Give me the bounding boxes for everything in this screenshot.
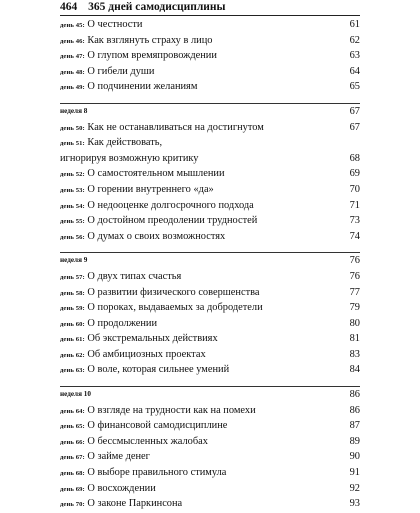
- toc-entry: [60, 285, 360, 301]
- toc-day-label: день 61:: [60, 336, 85, 344]
- toc-entry-title: Как взглянуть страху в лицо: [87, 34, 213, 46]
- header-rule: [60, 15, 360, 16]
- toc-page-number: 84: [349, 364, 360, 376]
- book-title: 365 дней самодисциплины: [88, 1, 226, 13]
- toc-entry: [60, 151, 360, 167]
- toc-page-number: 77: [349, 286, 360, 298]
- toc-entry-title: О гибели души: [87, 65, 155, 77]
- toc-page-number: 93: [349, 498, 360, 510]
- toc-entry-title: О подчинении желаниям: [87, 81, 198, 93]
- toc-day-label: день 64:: [60, 407, 85, 415]
- toc-page-number: 79: [349, 302, 360, 314]
- toc-entry-title: О воле, которая сильнее умений: [87, 364, 230, 376]
- toc-entry-title: О взгляде на трудности как на помехи: [87, 404, 256, 416]
- toc-entry: [60, 213, 360, 229]
- toc-page-number: 63: [349, 50, 360, 62]
- toc-entry: [60, 481, 360, 497]
- toc-entry: [60, 135, 360, 151]
- toc-page-number: 64: [349, 65, 360, 77]
- toc-entry-title: О развитии физического совершенства: [87, 286, 260, 298]
- toc-page-number: 92: [349, 482, 360, 494]
- toc-day-label: день 48:: [60, 68, 85, 76]
- toc-page-number: 67: [349, 121, 360, 133]
- toc-day-label: день 47:: [60, 53, 85, 61]
- toc-day-label: день 68:: [60, 470, 85, 478]
- toc-entry-title: Об экстремальных действиях: [87, 333, 218, 345]
- toc-entry-title: О горении внутреннего «да»: [87, 183, 214, 195]
- toc-entry-title: О пороках, выдаваемых за добродетели: [87, 302, 263, 314]
- toc-entry-title: О займе денег: [87, 451, 150, 463]
- toc-page-number: 86: [349, 404, 360, 416]
- toc-page-number: 73: [349, 215, 360, 227]
- toc-section-title: неделя 10: [60, 390, 91, 399]
- toc-section-heading: [60, 253, 360, 269]
- toc-section-title: неделя 8: [60, 106, 88, 115]
- toc-day-label: день 66:: [60, 438, 85, 446]
- toc-entry: [60, 182, 360, 198]
- toc-entry: [60, 316, 360, 332]
- toc-page-number: 89: [349, 435, 360, 447]
- toc-entry-title: О самостоятельном мышлении: [87, 168, 225, 180]
- toc-day-label: день 56:: [60, 233, 85, 241]
- toc-entry: [60, 166, 360, 182]
- toc-day-label: день 52:: [60, 171, 85, 179]
- toc-page-number: 76: [349, 255, 360, 267]
- toc-page-number: 76: [349, 270, 360, 282]
- toc-entry-title: Об амбициозных проектах: [87, 348, 206, 360]
- toc-day-label: день 62:: [60, 351, 85, 359]
- toc-day-label: день 70:: [60, 501, 85, 509]
- toc-entry-title: игнорируя возможную критику: [60, 152, 199, 164]
- toc-day-label: день 54:: [60, 202, 85, 210]
- toc-page-number: 70: [349, 183, 360, 195]
- toc-entry: [60, 229, 360, 245]
- toc-entry-title: О восхождении: [87, 482, 156, 494]
- toc-page-number: 81: [349, 333, 360, 345]
- toc-entry: [60, 496, 360, 512]
- toc-page-number: 91: [349, 467, 360, 479]
- toc-page-number: 69: [349, 168, 360, 180]
- toc-entry-title: О финансовой самодисциплине: [87, 420, 228, 432]
- toc-day-label: день 55:: [60, 218, 85, 226]
- table-of-contents: [60, 17, 360, 512]
- toc-entry: [60, 331, 360, 347]
- toc-entry: [60, 449, 360, 465]
- toc-page-number: 71: [349, 199, 360, 211]
- toc-page-number: 68: [349, 152, 360, 164]
- toc-entry: [60, 362, 360, 378]
- toc-entry: [60, 198, 360, 214]
- toc-entry-title: О глупом времяпровождении: [87, 50, 217, 62]
- toc-entry: [60, 120, 360, 136]
- page-number: 464: [60, 1, 78, 13]
- toc-page-number: 90: [349, 451, 360, 463]
- running-header: [60, 0, 360, 14]
- toc-entry-title: О двух типах счастья: [87, 270, 182, 282]
- toc-page-number: 61: [349, 19, 360, 30]
- toc-page-number: 86: [349, 389, 360, 401]
- toc-entry-title: Как не останавливаться на достигнутом: [87, 121, 264, 133]
- toc-day-label: день 63:: [60, 367, 85, 375]
- toc-entry: [60, 403, 360, 419]
- toc-day-label: день 65:: [60, 423, 85, 431]
- toc-section-heading: [60, 387, 360, 403]
- toc-day-label: день 46:: [60, 37, 85, 45]
- toc-entry: [60, 418, 360, 434]
- toc-section-title: неделя 9: [60, 256, 88, 265]
- toc-entry-title: О достойном преодолении трудностей: [87, 215, 258, 227]
- toc-day-label: день 50:: [60, 124, 85, 132]
- toc-entry-title: О законе Паркинсона: [87, 498, 183, 510]
- toc-entry-title: О думах о своих возможностях: [87, 230, 226, 242]
- toc-page-number: 80: [349, 317, 360, 329]
- toc-entry: [60, 17, 360, 33]
- toc-entry-title: Как действовать,: [87, 137, 163, 149]
- toc-entry-title: О выборе правильного стимула: [87, 467, 227, 479]
- toc-entry: [60, 465, 360, 481]
- toc-page-number: 67: [349, 105, 360, 117]
- toc-day-label: день 51:: [60, 140, 85, 148]
- toc-entry: [60, 269, 360, 285]
- toc-entry: [60, 79, 360, 95]
- toc-day-label: день 57:: [60, 273, 85, 281]
- toc-entry-title: О честности: [87, 19, 143, 30]
- toc-day-label: день 45:: [60, 22, 85, 29]
- toc-day-label: день 67:: [60, 454, 85, 462]
- toc-entry: [60, 434, 360, 450]
- section-gap: [60, 95, 360, 103]
- toc-section-heading: [60, 104, 360, 120]
- toc-day-label: день 53:: [60, 186, 85, 194]
- toc-entry-title: О бессмысленных жалобах: [87, 435, 208, 447]
- toc-day-label: день 60:: [60, 320, 85, 328]
- section-gap: [60, 378, 360, 386]
- toc-day-label: день 58:: [60, 289, 85, 297]
- section-gap: [60, 244, 360, 252]
- toc-entry: [60, 48, 360, 64]
- toc-entry: [60, 347, 360, 363]
- toc-page-number: 62: [349, 34, 360, 46]
- toc-page-number: 87: [349, 420, 360, 432]
- toc-entry-title: О продолжении: [87, 317, 158, 329]
- toc-page-number: 65: [349, 81, 360, 93]
- toc-entry: [60, 300, 360, 316]
- toc-day-label: день 69:: [60, 485, 85, 493]
- toc-day-label: день 59:: [60, 305, 85, 313]
- toc-day-label: день 49:: [60, 84, 85, 92]
- toc-entry-title: О недооценке долгосрочного подхода: [87, 199, 254, 211]
- toc-page-number: 74: [349, 230, 360, 242]
- toc-entry: [60, 33, 360, 49]
- toc-entry: [60, 64, 360, 80]
- toc-page-number: 83: [349, 348, 360, 360]
